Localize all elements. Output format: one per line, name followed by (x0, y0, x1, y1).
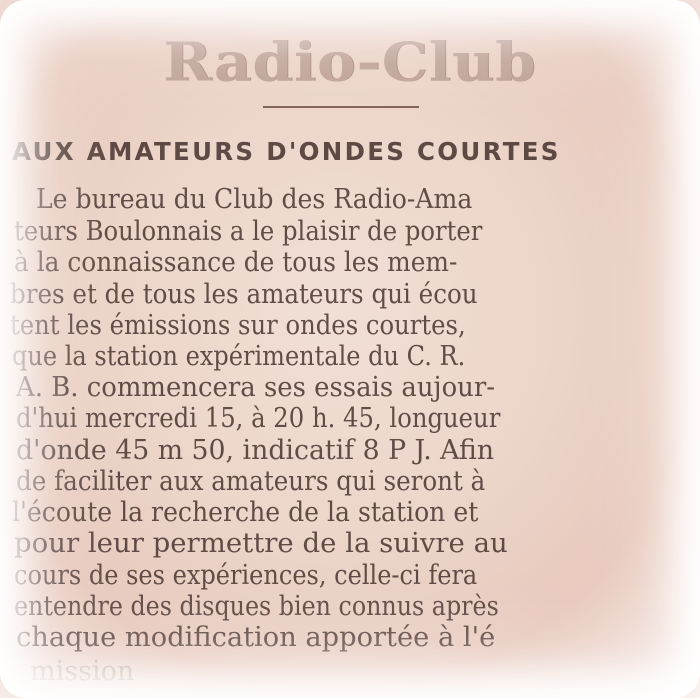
article-line: à la connaissance de tous les mem- (14, 247, 458, 278)
article-line: de faciliter aux amateurs qui seront à (16, 466, 486, 497)
article-headline: AUX AMATEURS D'ONDES COURTES (12, 137, 561, 166)
article-line: entendre des disques bien connus après (14, 591, 499, 622)
article-line: tent les émissions sur ondes courtes, (10, 310, 466, 341)
article-line: cours de ses expériences, celle-ci fera (14, 560, 478, 591)
article-line: A. B. commencera ses essais aujour- (16, 372, 496, 403)
article-line: d'onde 45 m 50, indicatif 8 P J. Afin (16, 435, 495, 466)
masthead-title: Radio-Club (163, 30, 537, 94)
article-line: chaque modification apportée à l'é (16, 622, 496, 653)
article-line: pour leur permettre de la suivre au (14, 528, 508, 559)
article-line: d'hui mercredi 15, à 20 h. 45, longueur (16, 403, 501, 434)
article-line: Le bureau du Club des Radio-Ama (36, 184, 473, 215)
article-line: que la station expérimentale du C. R. (12, 341, 466, 372)
article-line: mission (30, 656, 135, 687)
article-line: bres et de tous les amateurs qui écou (10, 279, 478, 310)
title-rule (263, 106, 419, 108)
article-line: teurs Boulonnais a le plaisir de porter (14, 216, 483, 247)
article-line: l'écoute la recherche de la station et (12, 497, 479, 528)
